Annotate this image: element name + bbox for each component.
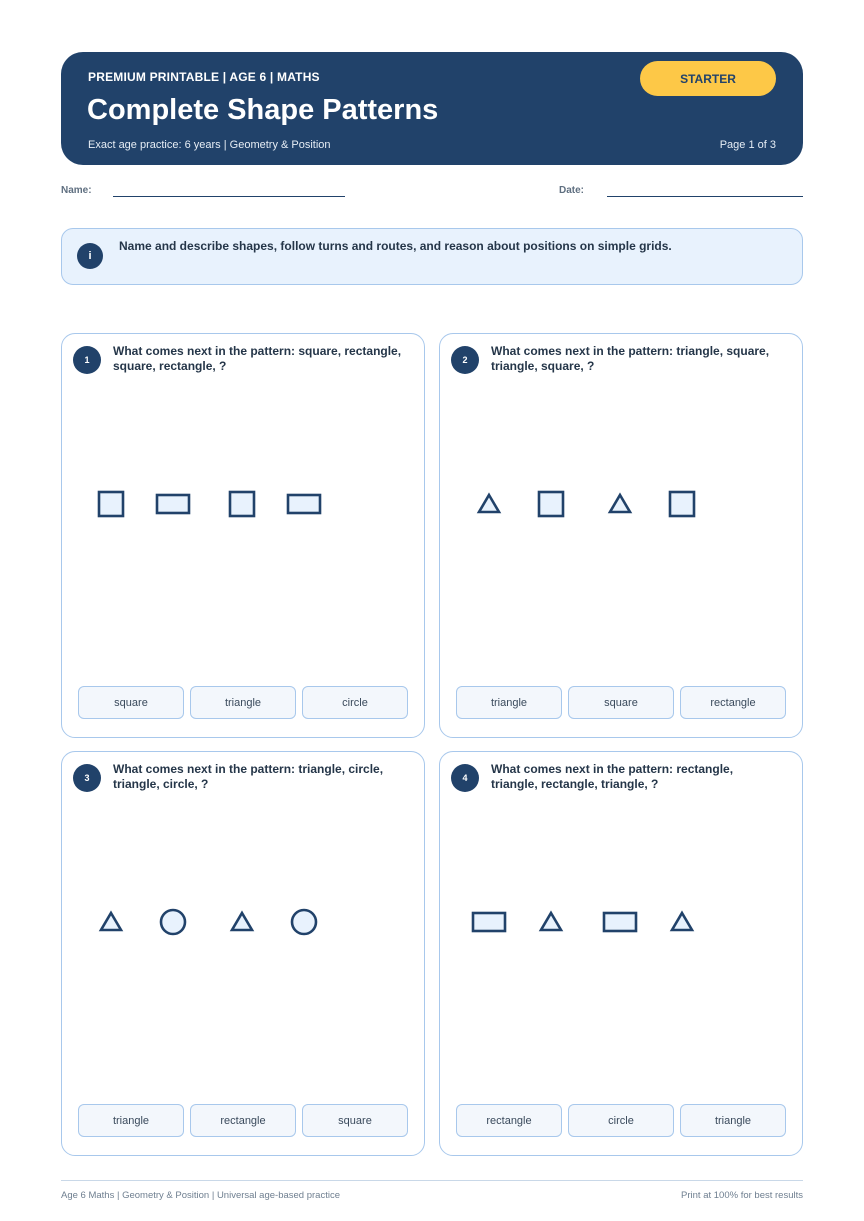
shape-pattern <box>62 902 426 942</box>
triangle-icon <box>476 492 502 516</box>
rectangle-icon <box>471 911 507 933</box>
info-box <box>61 228 803 285</box>
answer-choice-button[interactable]: triangle <box>680 1104 786 1137</box>
info-text: Name and describe shapes, follow turns and routes, and reason about positions on simple grids. <box>119 239 672 253</box>
square-icon <box>537 490 565 518</box>
rectangle-icon <box>286 493 322 515</box>
page-title: Complete Shape Patterns <box>87 94 439 126</box>
triangle-icon <box>669 910 695 934</box>
header-subtitle: Exact age practice: 6 years | Geometry & Position <box>88 139 331 151</box>
name-label: Name: <box>61 185 92 196</box>
answer-choice-button[interactable]: triangle <box>190 686 296 719</box>
shape-pattern <box>440 902 804 942</box>
footer-divider <box>61 1180 803 1181</box>
question-text: What comes next in the pattern: rectangle, triangle, rectangle, triangle, ? <box>491 762 734 791</box>
rectangle-icon <box>602 911 638 933</box>
answer-choice-button[interactable]: triangle <box>78 1104 184 1137</box>
page-indicator: Page 1 of 3 <box>719 139 776 151</box>
square-icon <box>228 490 256 518</box>
level-badge: STARTER <box>640 61 776 96</box>
triangle-icon <box>229 910 255 934</box>
date-field[interactable] <box>607 196 803 197</box>
question-text: What comes next in the pattern: triangle, square, triangle, square, ? <box>491 344 770 373</box>
question-number-badge: 1 <box>73 346 101 374</box>
info-icon: i <box>77 243 103 269</box>
footer-right-text: Print at 100% for best results <box>681 1190 803 1201</box>
answer-choice-button[interactable]: triangle <box>456 686 562 719</box>
rectangle-icon <box>155 493 191 515</box>
question-card <box>61 751 425 1156</box>
circle-icon <box>290 908 318 936</box>
answer-choice-button[interactable]: square <box>302 1104 408 1137</box>
header-tagline: PREMIUM PRINTABLE | AGE 6 | MATHS <box>88 70 320 84</box>
question-number-badge: 2 <box>451 346 479 374</box>
square-icon <box>668 490 696 518</box>
question-card <box>439 751 803 1156</box>
answer-choice-button[interactable]: rectangle <box>680 686 786 719</box>
header-banner <box>61 52 803 165</box>
triangle-icon <box>98 910 124 934</box>
name-field[interactable] <box>113 196 345 197</box>
question-card <box>439 333 803 738</box>
answer-choice-button[interactable]: square <box>568 686 674 719</box>
square-icon <box>97 490 125 518</box>
answer-choice-button[interactable]: circle <box>302 686 408 719</box>
answer-choice-button[interactable]: rectangle <box>456 1104 562 1137</box>
circle-icon <box>159 908 187 936</box>
question-number-badge: 3 <box>73 764 101 792</box>
question-text: What comes next in the pattern: square, rectangle, square, rectangle, ? <box>113 344 402 373</box>
answer-choice-button[interactable]: circle <box>568 1104 674 1137</box>
triangle-icon <box>607 492 633 516</box>
triangle-icon <box>538 910 564 934</box>
date-label: Date: <box>559 185 585 196</box>
answer-choice-button[interactable]: rectangle <box>190 1104 296 1137</box>
question-text: What comes next in the pattern: triangle, circle, triangle, circle, ? <box>113 762 384 791</box>
shape-pattern <box>62 484 426 524</box>
answer-choice-button[interactable]: square <box>78 686 184 719</box>
question-card <box>61 333 425 738</box>
shape-pattern <box>440 484 804 524</box>
footer-left-text: Age 6 Maths | Geometry & Position | Universal age-based practice <box>61 1190 340 1201</box>
question-number-badge: 4 <box>451 764 479 792</box>
